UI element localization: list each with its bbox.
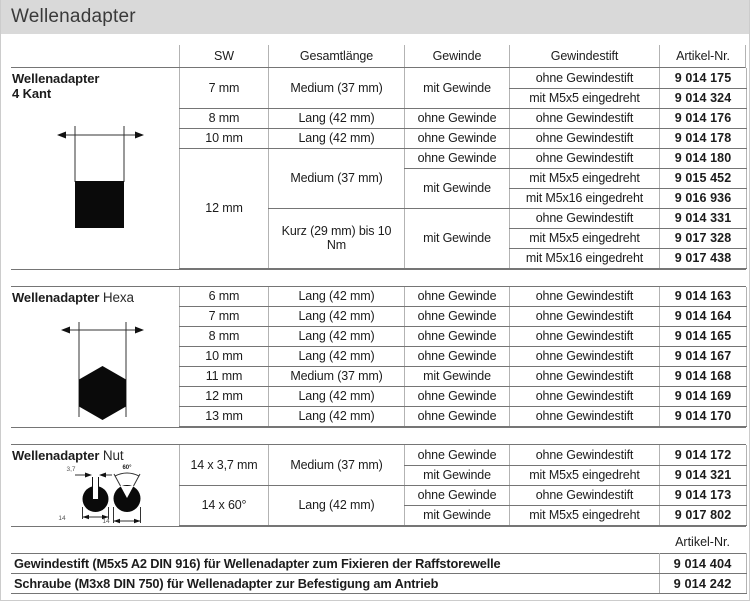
cell-gesamtlaenge: Lang (42 mm) bbox=[269, 485, 405, 525]
cell-gesamtlaenge: Kurz (29 mm) bis 10 Nm bbox=[269, 208, 405, 268]
cell-artikel: 9 017 438 bbox=[660, 248, 747, 268]
section-label bbox=[11, 445, 179, 463]
cell-artikel: 9 014 172 bbox=[660, 445, 747, 465]
cell-artikel: 9 014 165 bbox=[660, 327, 747, 347]
cell-gewindestift: ohne Gewindestift bbox=[510, 287, 660, 307]
nut-profile-diagram bbox=[11, 463, 179, 525]
cell-gewindestift: mit M5x5 eingedreht bbox=[510, 465, 660, 485]
arrow-left-icon bbox=[61, 326, 70, 333]
arrow-left-icon bbox=[57, 132, 66, 139]
cell-gewindestift: ohne Gewindestift bbox=[510, 485, 660, 505]
cell-gewindestift: ohne Gewindestift bbox=[510, 128, 660, 148]
cell-gesamtlaenge: Medium (37 mm) bbox=[269, 367, 405, 387]
nut-dim-left-label: 14 bbox=[58, 515, 66, 522]
section-hexa-table bbox=[179, 287, 747, 428]
cell-artikel: 9 014 168 bbox=[660, 367, 747, 387]
cell-gewindestift: ohne Gewindestift bbox=[510, 68, 660, 88]
section-label-rest: Hexa bbox=[102, 289, 134, 305]
cell-artikel: 9 014 175 bbox=[660, 68, 747, 88]
footer-table bbox=[11, 553, 747, 594]
cell-gewindestift: ohne Gewindestift bbox=[510, 307, 660, 327]
cell-gesamtlaenge: Lang (42 mm) bbox=[269, 287, 405, 307]
cell-sw: 12 mm bbox=[180, 387, 269, 407]
table-row bbox=[180, 367, 747, 387]
cell-artikel: 9 014 178 bbox=[660, 128, 747, 148]
cell-gewinde: ohne Gewinde bbox=[405, 148, 510, 168]
cell-artikel: 9 014 167 bbox=[660, 347, 747, 367]
section-4kant bbox=[11, 68, 746, 270]
cell-gewinde: mit Gewinde bbox=[405, 465, 510, 485]
arrow-right-icon bbox=[85, 473, 92, 478]
section-label-bold: Wellenadapter bbox=[12, 448, 100, 463]
cell-artikel: 9 014 321 bbox=[660, 465, 747, 485]
cell-gewinde: mit Gewinde bbox=[405, 68, 510, 108]
cell-sw: 7 mm bbox=[180, 307, 269, 327]
arrow-left-icon bbox=[83, 515, 90, 520]
cell-gewindestift: ohne Gewindestift bbox=[510, 407, 660, 427]
cell-sw: 6 mm bbox=[180, 287, 269, 307]
table-row bbox=[180, 445, 747, 465]
square-shape bbox=[75, 181, 124, 228]
table-row bbox=[180, 108, 747, 128]
cell-gewindestift: ohne Gewindestift bbox=[510, 387, 660, 407]
cell-gewinde: ohne Gewinde bbox=[405, 108, 510, 128]
section-hexa bbox=[11, 286, 746, 429]
table-row bbox=[180, 387, 747, 407]
header-artikel-nr: Artikel-Nr. bbox=[659, 45, 746, 67]
square-profile-diagram bbox=[11, 104, 179, 230]
header-gewinde: Gewinde bbox=[404, 45, 509, 67]
cell-gewindestift: mit M5x5 eingedreht bbox=[510, 168, 660, 188]
table-row bbox=[180, 347, 747, 367]
table-row bbox=[180, 68, 747, 88]
footer-row bbox=[11, 553, 746, 573]
cell-gewindestift: ohne Gewindestift bbox=[510, 327, 660, 347]
footer-row bbox=[11, 573, 746, 593]
cell-gewindestift: ohne Gewindestift bbox=[510, 148, 660, 168]
arrow-right-icon bbox=[134, 519, 141, 524]
cell-gewinde: mit Gewinde bbox=[405, 367, 510, 387]
page-title: Wellenadapter bbox=[11, 6, 136, 27]
table-header-row bbox=[11, 45, 746, 68]
arrow-left-icon bbox=[114, 519, 121, 524]
cell-gewinde: ohne Gewinde bbox=[405, 407, 510, 427]
cell-artikel: 9 014 176 bbox=[660, 108, 747, 128]
cell-gesamtlaenge: Lang (42 mm) bbox=[269, 407, 405, 427]
cell-gewinde: ohne Gewinde bbox=[405, 387, 510, 407]
hexagon-profile-diagram bbox=[11, 305, 179, 423]
cell-gesamtlaenge: Lang (42 mm) bbox=[269, 108, 405, 128]
section-label-rest: 4 Kant bbox=[12, 86, 52, 101]
cell-gewinde: ohne Gewinde bbox=[405, 347, 510, 367]
footer-desc-cell: Gewindestift (M5x5 A2 DIN 916) für Wellenadapter zum Fixieren der Raffstorewelle bbox=[11, 553, 659, 573]
cell-artikel: 9 014 180 bbox=[660, 148, 747, 168]
cell-gewinde: ohne Gewinde bbox=[405, 327, 510, 347]
cell-artikel: 9 015 452 bbox=[660, 168, 747, 188]
cell-gewindestift: ohne Gewindestift bbox=[510, 108, 660, 128]
cell-gewinde: ohne Gewinde bbox=[405, 485, 510, 505]
cell-sw: 11 mm bbox=[180, 367, 269, 387]
nut-angle-label: 60° bbox=[122, 465, 132, 471]
cell-artikel: 9 014 173 bbox=[660, 485, 747, 505]
cell-artikel: 9 017 802 bbox=[660, 505, 747, 525]
cell-gesamtlaenge: Lang (42 mm) bbox=[269, 347, 405, 367]
cell-sw: 8 mm bbox=[180, 108, 269, 128]
cell-gewindestift: mit M5x16 eingedreht bbox=[510, 248, 660, 268]
cell-gewinde: ohne Gewinde bbox=[405, 128, 510, 148]
cell-gesamtlaenge: Lang (42 mm) bbox=[269, 307, 405, 327]
cell-sw: 7 mm bbox=[180, 68, 269, 108]
cell-gewindestift: ohne Gewindestift bbox=[510, 208, 660, 228]
table-row bbox=[180, 407, 747, 427]
cell-gewinde: mit Gewinde bbox=[405, 505, 510, 525]
nut-dim-right-label: 14 bbox=[102, 518, 110, 525]
hexagon-shape bbox=[79, 366, 126, 420]
cell-artikel: 9 016 936 bbox=[660, 188, 747, 208]
section-label bbox=[11, 287, 179, 305]
cell-gesamtlaenge: Lang (42 mm) bbox=[269, 387, 405, 407]
footer-artikel-cell: 9 014 404 bbox=[659, 553, 746, 573]
section-label bbox=[11, 68, 179, 101]
cell-gewindestift: mit M5x5 eingedreht bbox=[510, 88, 660, 108]
cell-gesamtlaenge: Lang (42 mm) bbox=[269, 128, 405, 148]
section-gap bbox=[11, 270, 746, 286]
cell-gewinde: ohne Gewinde bbox=[405, 287, 510, 307]
cell-artikel: 9 014 164 bbox=[660, 307, 747, 327]
footer-desc-cell: Schraube (M3x8 DIN 750) für Wellenadapter zur Befestigung am Antrieb bbox=[11, 573, 659, 593]
header-sw: SW bbox=[179, 45, 268, 67]
cell-gewindestift: mit M5x16 eingedreht bbox=[510, 188, 660, 208]
cell-sw: 10 mm bbox=[180, 347, 269, 367]
cell-artikel: 9 014 324 bbox=[660, 88, 747, 108]
footer-artikel-cell: 9 014 242 bbox=[659, 573, 746, 593]
section-4kant-labelcell bbox=[11, 68, 179, 269]
section-4kant-table bbox=[179, 68, 747, 269]
cell-sw: 8 mm bbox=[180, 327, 269, 347]
cell-gewindestift: mit M5x5 eingedreht bbox=[510, 505, 660, 525]
cell-sw: 13 mm bbox=[180, 407, 269, 427]
cell-gewindestift: mit M5x5 eingedreht bbox=[510, 228, 660, 248]
section-nut-table bbox=[179, 445, 747, 526]
section-hexa-labelcell bbox=[11, 287, 179, 428]
section-nut bbox=[11, 444, 746, 527]
section-label-bold: Wellenadapter bbox=[12, 71, 100, 86]
header-gewindestift: Gewindestift bbox=[509, 45, 659, 67]
cell-gesamtlaenge: Medium (37 mm) bbox=[269, 445, 405, 485]
cell-sw: 14 x 3,7 mm bbox=[180, 445, 269, 485]
header-gesamtlaenge: Gesamtlänge bbox=[268, 45, 404, 67]
section-label-rest: Nut bbox=[102, 448, 124, 463]
nut-slot-width-label: 3,7 bbox=[66, 466, 76, 473]
cell-artikel: 9 014 331 bbox=[660, 208, 747, 228]
table-row bbox=[180, 327, 747, 347]
section-label-bold: Wellenadapter bbox=[12, 289, 100, 305]
arrow-right-icon bbox=[135, 132, 144, 139]
table-row bbox=[180, 148, 747, 168]
arrow-right-icon bbox=[135, 326, 144, 333]
cell-artikel: 9 014 169 bbox=[660, 387, 747, 407]
cell-sw: 10 mm bbox=[180, 128, 269, 148]
title-bar bbox=[1, 0, 749, 34]
cell-gewinde: mit Gewinde bbox=[405, 168, 510, 208]
footer-artikel-header: Artikel-Nr. bbox=[675, 534, 730, 549]
cell-artikel: 9 017 328 bbox=[660, 228, 747, 248]
cell-gewinde: ohne Gewinde bbox=[405, 307, 510, 327]
nut-slot-cut bbox=[93, 477, 98, 499]
table-row bbox=[180, 485, 747, 505]
table-row bbox=[180, 128, 747, 148]
cell-gewindestift: ohne Gewindestift bbox=[510, 445, 660, 465]
cell-gesamtlaenge: Lang (42 mm) bbox=[269, 327, 405, 347]
cell-artikel: 9 014 163 bbox=[660, 287, 747, 307]
cell-sw: 14 x 60° bbox=[180, 485, 269, 525]
section-gap bbox=[11, 428, 746, 444]
cell-gesamtlaenge: Medium (37 mm) bbox=[269, 148, 405, 208]
cell-gewinde: mit Gewinde bbox=[405, 208, 510, 268]
section-nut-labelcell bbox=[11, 445, 179, 526]
content bbox=[1, 34, 746, 594]
arrow-left-icon bbox=[99, 473, 106, 478]
cell-gewinde: ohne Gewinde bbox=[405, 445, 510, 465]
cell-gesamtlaenge: Medium (37 mm) bbox=[269, 68, 405, 108]
table-row bbox=[180, 287, 747, 307]
table-row bbox=[180, 307, 747, 327]
cell-sw: 12 mm bbox=[180, 148, 269, 268]
cell-gewindestift: ohne Gewindestift bbox=[510, 367, 660, 387]
cell-artikel: 9 014 170 bbox=[660, 407, 747, 427]
header-empty-cell bbox=[11, 45, 179, 67]
cell-gewindestift: ohne Gewindestift bbox=[510, 347, 660, 367]
